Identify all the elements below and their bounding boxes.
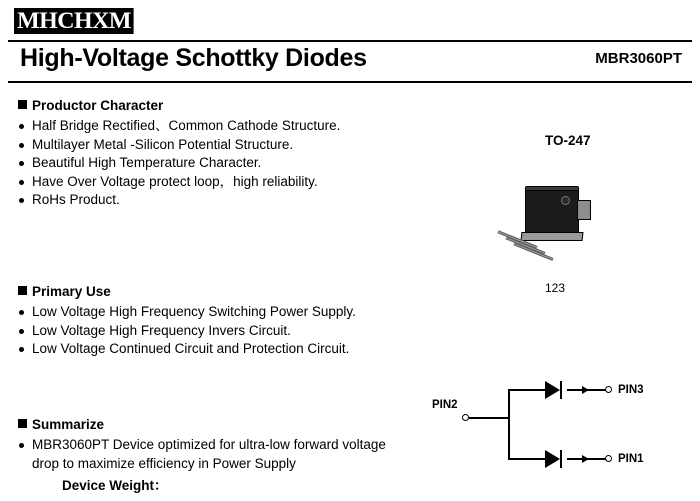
pin2-wire	[469, 417, 509, 419]
section-heading-summarize: Summarize	[18, 417, 104, 432]
diode-symbol-top	[545, 381, 567, 399]
list-item: Low Voltage High Frequency Switching Power Supply.	[18, 303, 448, 322]
section-heading-primary-use: Primary Use	[18, 284, 111, 299]
square-bullet-icon	[18, 100, 27, 109]
diode-triangle	[545, 381, 560, 399]
list-item: Multilayer Metal -Silicon Potential Structure.	[18, 136, 488, 155]
diode-triangle	[545, 450, 560, 468]
diode-cathode-bar	[560, 381, 562, 399]
mounting-hole-icon	[561, 196, 570, 205]
page-title: High-Voltage Schottky Diodes	[20, 44, 367, 72]
company-logo: MHCHXM	[14, 8, 134, 34]
list-item: Low Voltage High Frequency Invers Circuit.	[18, 322, 448, 341]
section-heading-productor-character: Productor Character	[18, 98, 163, 113]
top-branch-wire	[508, 389, 545, 391]
arrow-right-icon-top	[582, 386, 589, 394]
list-item: Half Bridge Rectified、Common Cathode Structure.	[18, 117, 488, 136]
productor-character-list	[18, 117, 488, 210]
list-item: Have Over Voltage protect loop，high reliability.	[18, 173, 488, 192]
diode-cathode-bar	[560, 450, 562, 468]
bottom-branch-wire	[508, 458, 545, 460]
pin3-label: PIN3	[618, 384, 644, 396]
primary-use-list	[18, 303, 448, 359]
diode-symbol-bottom	[545, 450, 567, 468]
package-base	[521, 232, 584, 241]
package-pin-numbers: 123	[545, 281, 566, 295]
list-item: MBR3060PT Device optimized for ultra-low forward voltage drop to maximize efficiency in Power Supply	[18, 436, 408, 473]
pin1-terminal-node	[605, 455, 612, 462]
center-bus-wire	[508, 389, 510, 459]
part-number: MBR3060PT	[595, 50, 682, 67]
list-item: RoHs Product.	[18, 191, 488, 210]
arrow-right-icon-bottom	[582, 455, 589, 463]
summarize-list	[18, 436, 408, 473]
title-row	[0, 44, 700, 74]
list-item: Low Voltage Continued Circuit and Protection Circuit.	[18, 340, 448, 359]
square-bullet-icon	[18, 286, 27, 295]
package-body	[525, 190, 579, 234]
package-name-label: TO-247	[545, 133, 591, 148]
header-divider-bottom	[8, 81, 692, 83]
square-bullet-icon	[18, 419, 27, 428]
pin2-terminal-node	[462, 414, 469, 421]
header-divider-top	[8, 40, 692, 42]
package-drawing-to247	[495, 190, 615, 275]
pin2-label: PIN2	[432, 399, 458, 411]
pin3-terminal-node	[605, 386, 612, 393]
list-item: Beautiful High Temperature Character.	[18, 154, 488, 173]
schematic-diagram	[432, 375, 690, 485]
package-metal-tab	[577, 200, 591, 220]
device-weight-label: Device Weight：	[62, 478, 168, 493]
pin1-label: PIN1	[618, 453, 644, 465]
